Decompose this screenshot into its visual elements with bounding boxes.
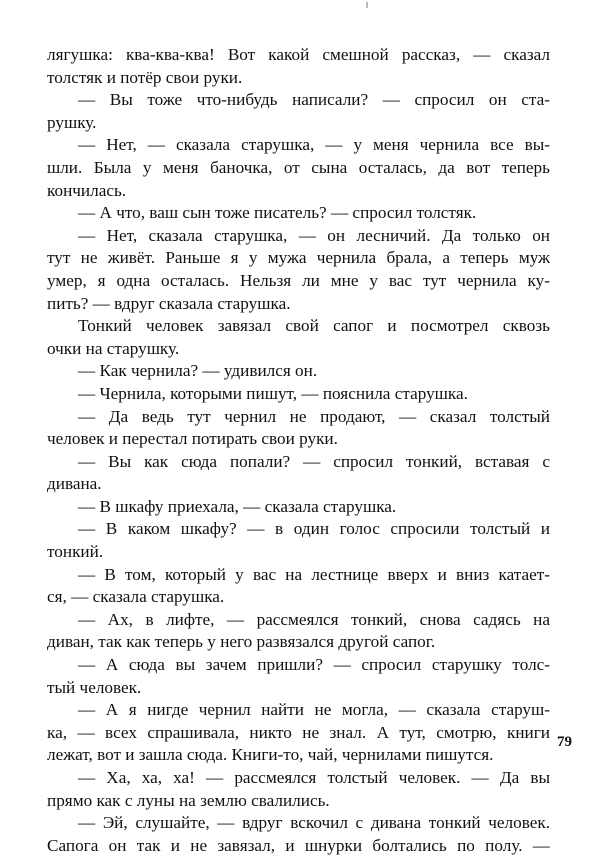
text-line: — В каком шкафу? — в один голос спросили толстый и xyxy=(78,519,550,539)
text-line: — Нет, — сказала старушка, — у меня чернила все вы- xyxy=(78,135,550,155)
text-line: ка, — всех спрашивала, никто не знал. А тут, смотрю, книги xyxy=(47,722,550,742)
text-line: Сапога он так и не завязал, и шнурки болтались по полу. — xyxy=(47,835,550,855)
text-line: прямо как с луны на землю свалились. xyxy=(47,790,330,810)
text-line: Тонкий человек завязал свой сапог и посмотрел сквозь xyxy=(78,316,550,336)
text-line: — Как чернила? — удивился он. xyxy=(78,361,318,381)
text-line: лежат, вот и зашла сюда. Книги-то, чай, чернилами пишутся. xyxy=(47,745,494,765)
text-line: — Вы как сюда попали? — спросил тонкий, вставая с xyxy=(78,451,550,471)
page-number: 79 xyxy=(557,734,572,750)
text-line: — Вы тоже что-нибудь написали? — спросил он ста- xyxy=(78,90,550,110)
text-line: очки на старушку. xyxy=(47,338,180,358)
body-text xyxy=(47,44,550,857)
text-line: толстяк и потёр свои руки. xyxy=(47,67,243,87)
text-line: — Нет, сказала старушка, — он лесничий. Да только он xyxy=(78,225,550,245)
text-line: человек и перестал потирать свои руки. xyxy=(47,429,338,449)
text-line: — Чернила, которыми пишут, — пояснила старушка. xyxy=(78,383,468,403)
text-line: тый человек. xyxy=(47,677,142,697)
text-line: тут не живёт. Раньше я у мужа чернила брала, а теперь муж xyxy=(47,248,550,268)
text-line: умер, я одна осталась. Нельзя ли мне у вас тут чернила ку- xyxy=(47,270,550,290)
text-line: — Ха, ха, ха! — рассмеялся толстый человек. — Да вы xyxy=(78,768,550,787)
text-line: дивана. xyxy=(47,474,102,494)
text-line: — А что, ваш сын тоже писатель? — спросил толстяк. xyxy=(78,203,477,223)
text-line: — А я нигде чернил найти не могла, — сказала старуш- xyxy=(78,700,550,720)
text-line: — Эй, слушайте, — вдруг вскочил с дивана тонкий человек. xyxy=(78,813,550,833)
text-line: лягушка: ква-ква-ква! Вот какой смешной рассказ, — сказал xyxy=(47,45,550,64)
text-line: — А сюда вы зачем пришли? — спросил старушку толс- xyxy=(78,655,550,675)
text-line: шли. Была у меня баночка, от сына осталась, да вот теперь xyxy=(47,157,550,177)
text-line: — Ах, в лифте, — рассмеялся тонкий, снова садясь на xyxy=(78,609,550,629)
text-line: тонкий. xyxy=(47,542,104,562)
scan-artifact xyxy=(366,2,368,8)
text-line: диван, так как теперь у него развязался другой сапог. xyxy=(47,632,436,652)
text-line: рушку. xyxy=(47,112,97,132)
text-line: — В шкафу приехала, — сказала старушка. xyxy=(78,496,397,516)
text-line: — В том, который у вас на лестнице вверх и вниз катает- xyxy=(78,564,550,584)
text-line: кончилась. xyxy=(47,180,127,200)
text-line: ся, — сказала старушка. xyxy=(47,587,225,607)
text-line: пить? — вдруг сказала старушка. xyxy=(47,293,291,313)
text-line: — Да ведь тут чернил не продают, — сказал толстый xyxy=(78,406,550,426)
